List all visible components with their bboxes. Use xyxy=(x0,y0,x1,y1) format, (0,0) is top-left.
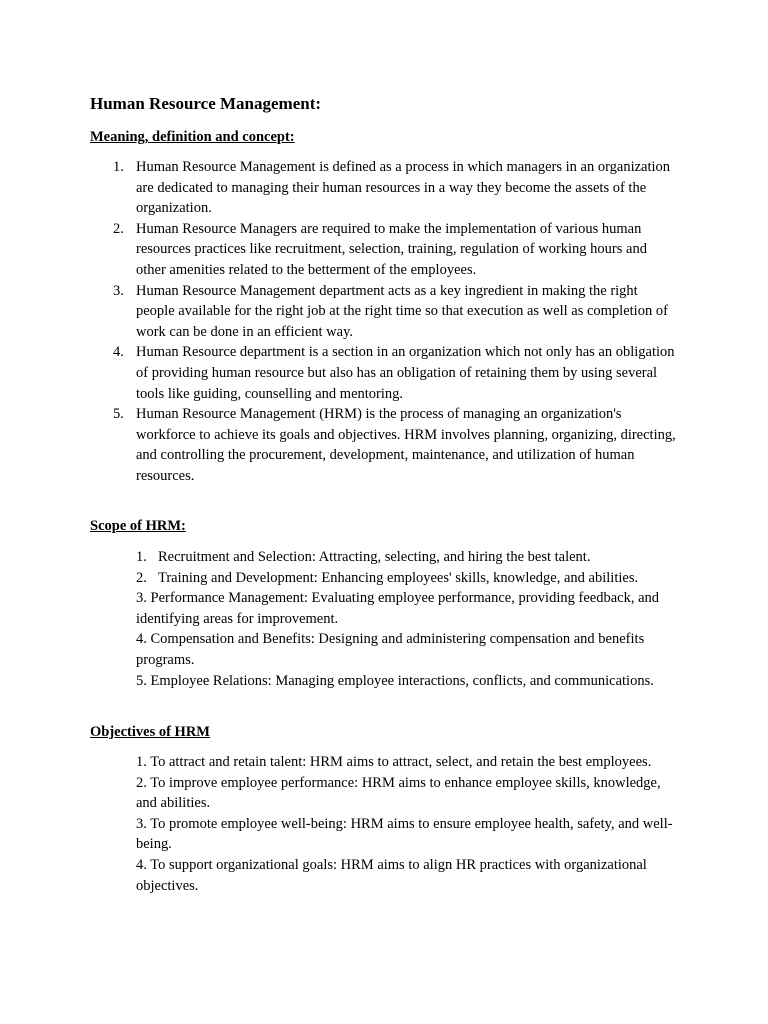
list-item xyxy=(0,588,681,629)
list-item xyxy=(0,855,676,896)
list-item-text: Human Resource Management department acts as a key ingredient in making the right people available for the right job at the right time so that execution as well as completion of work can be done in an efficient way. xyxy=(136,282,668,340)
list-item-text: To support organizational goals: HRM aims to align HR practices with organizational objectives. xyxy=(136,856,647,894)
document-title: Human Resource Management: xyxy=(90,94,322,113)
list-item-number: 2. xyxy=(113,220,124,237)
list-item xyxy=(0,219,676,281)
list-item-text: Human Resource Management is defined as a process in which managers in an organization are dedicated to managing their human resources in a way they become the assets of the organization. xyxy=(136,159,671,217)
list-item-number: 4. xyxy=(113,344,124,361)
list-item-text: Human Resource Management (HRM) is the process of managing an organization's workforce to achieve its goals and objectives. HRM involves planning, organizing, directing, and controlling the procurement, development, maintenance, and utilization of human resources. xyxy=(136,406,676,484)
list-item-text: Compensation and Benefits: Designing and administering compensation and benefits programs. xyxy=(136,631,645,668)
list-item-text: Human Resource department is a section in an organization which not only has an obligation of providing human resource but also has an obligation of retaining them by using several tools like guiding, counselling and mentoring. xyxy=(136,344,675,402)
section-heading-scope: Scope of HRM: xyxy=(90,518,186,534)
objectives-list xyxy=(0,752,768,896)
list-item-number: 3. xyxy=(136,590,147,607)
list-item-number: 4. xyxy=(136,856,147,873)
list-item xyxy=(0,752,676,773)
list-item-text: Human Resource Managers are required to make the implementation of various human resources practices like recruitment, selection, training, regulation of working hours and other amenities related to the betterment of the employees. xyxy=(136,220,647,278)
list-item xyxy=(0,629,681,670)
list-item xyxy=(0,568,681,589)
list-item-text: Recruitment and Selection: Attracting, selecting, and hiring the best talent. xyxy=(158,549,591,565)
list-item xyxy=(0,814,676,855)
list-item-text: To attract and retain talent: HRM aims to attract, select, and retain the best employees. xyxy=(150,754,652,770)
list-item-number: 2. xyxy=(136,774,147,791)
list-item-text: Training and Development: Enhancing employees' skills, knowledge, and abilities. xyxy=(158,569,639,586)
list-item xyxy=(0,547,681,568)
list-item xyxy=(0,281,676,343)
list-item-text: To promote employee well-being: HRM aims to ensure employee health, safety, and well-being. xyxy=(136,815,673,853)
list-item xyxy=(0,157,676,219)
list-item-text: Performance Management: Evaluating employee performance, providing feedback, and identifying areas for improvement. xyxy=(136,590,659,627)
list-item xyxy=(0,773,676,814)
list-item-number: 2. xyxy=(136,569,147,586)
list-item-text: Employee Relations: Managing employee interactions, conflicts, and communications. xyxy=(150,672,654,689)
scope-list xyxy=(0,547,768,691)
list-item xyxy=(0,342,676,404)
list-item-number: 3. xyxy=(113,282,124,299)
list-item-number: 5. xyxy=(113,406,124,423)
list-item-number: 1. xyxy=(136,754,147,770)
section-heading-meaning: Meaning, definition and concept: xyxy=(90,129,295,145)
list-item-number: 4. xyxy=(136,631,147,648)
list-item xyxy=(0,671,681,692)
list-item-number: 3. xyxy=(136,815,147,832)
meaning-list xyxy=(0,157,768,487)
list-item xyxy=(0,404,676,486)
section-heading-objectives: Objectives of HRM xyxy=(90,724,210,740)
list-item-text: To improve employee performance: HRM aims to enhance employee skills, knowledge, and abilities. xyxy=(136,774,661,812)
list-item-number: 5. xyxy=(136,672,147,689)
list-item-number: 1. xyxy=(136,549,147,565)
list-item-number: 1. xyxy=(113,159,124,175)
